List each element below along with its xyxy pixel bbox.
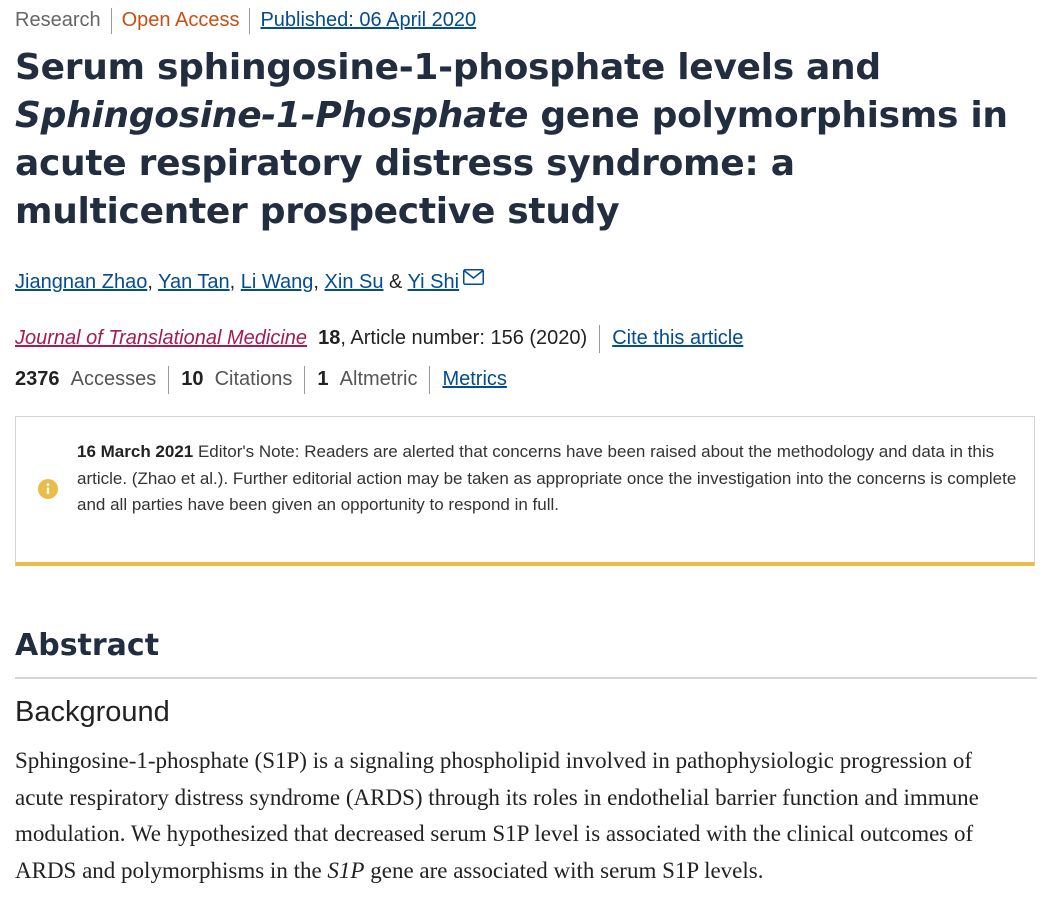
cite-article-link[interactable]: Cite this article [612, 327, 744, 349]
info-icon [38, 479, 58, 499]
article-meta-row [15, 7, 476, 34]
citations-label: Citations [214, 368, 293, 390]
journal-volume: 18 [318, 327, 341, 349]
journal-name-link[interactable]: Journal of Translational Medicine [15, 327, 308, 349]
divider [429, 366, 430, 394]
altmetric-count: 1 [317, 368, 329, 390]
abstract-divider [15, 677, 1037, 679]
author-link[interactable]: Yan Tan [158, 271, 230, 293]
article-number: , Article number: 156 (2020) [340, 327, 588, 349]
background-gene-italic: S1P [327, 857, 365, 883]
author-link[interactable]: Yi Shi [407, 271, 460, 293]
divider [168, 366, 169, 394]
accesses-count: 2376 [15, 368, 60, 390]
background-heading: Background [15, 696, 170, 728]
author-link[interactable]: Li Wang [240, 271, 314, 293]
open-access-badge: Open Access [121, 9, 240, 31]
metrics-link[interactable]: Metrics [442, 368, 507, 390]
divider [111, 8, 112, 34]
editor-note-date: 16 March 2021 [77, 442, 194, 461]
title-gene-italic: Sphingosine-1-Phosphate [15, 95, 529, 136]
editor-note-text [77, 439, 1017, 519]
title-part-3: gene polymorphisms in acute respiratory distress syndrome: a multicenter prospective study [15, 95, 1008, 232]
editor-note-box [15, 416, 1035, 566]
background-text-2: gene are associated with serum S1P levels. [364, 857, 764, 883]
divider [304, 366, 305, 394]
editor-note-body: Editor's Note: Readers are alerted that concerns have been raised about the methodology and data in this article. (Zhao et al.). Further editorial action may be taken as appropriate once the investigation into the concerns is complete and all parties have been given an opportunity to respond in full. [77, 442, 1017, 514]
email-icon[interactable] [463, 269, 484, 285]
altmetric-label: Altmetric [339, 368, 418, 390]
author-link[interactable]: Jiangnan Zhao [15, 271, 148, 293]
divider [599, 325, 600, 353]
published-date-link[interactable]: Published: 06 April 2020 [260, 9, 477, 31]
abstract-heading: Abstract [15, 628, 160, 663]
citations-count: 10 [181, 368, 204, 390]
article-title [15, 44, 1015, 236]
title-part-1: Serum sphingosine-1-phosphate levels and [15, 47, 881, 88]
article-type: Research [15, 9, 101, 31]
author-link[interactable]: Xin Su [324, 271, 384, 293]
background-text-1: Sphingosine-1-phosphate (S1P) is a signaling phospholipid involved in pathophysiologic progression of acute respiratory distress syndrome (ARDS) through its roles in endothelial barrier function and immune modulation. We hypothesized that decreased serum S1P level is associated with the clinical outcomes of ARDS and polymorphisms in the [15, 748, 979, 883]
background-paragraph [15, 743, 1025, 889]
author-list: Jiangnan Zhao, Yan Tan, Li Wang, Xin Su & Yi Shi [15, 268, 484, 296]
divider [249, 8, 250, 34]
accesses-label: Accesses [70, 368, 157, 390]
journal-citation-row [15, 324, 743, 353]
metrics-row [15, 365, 507, 394]
